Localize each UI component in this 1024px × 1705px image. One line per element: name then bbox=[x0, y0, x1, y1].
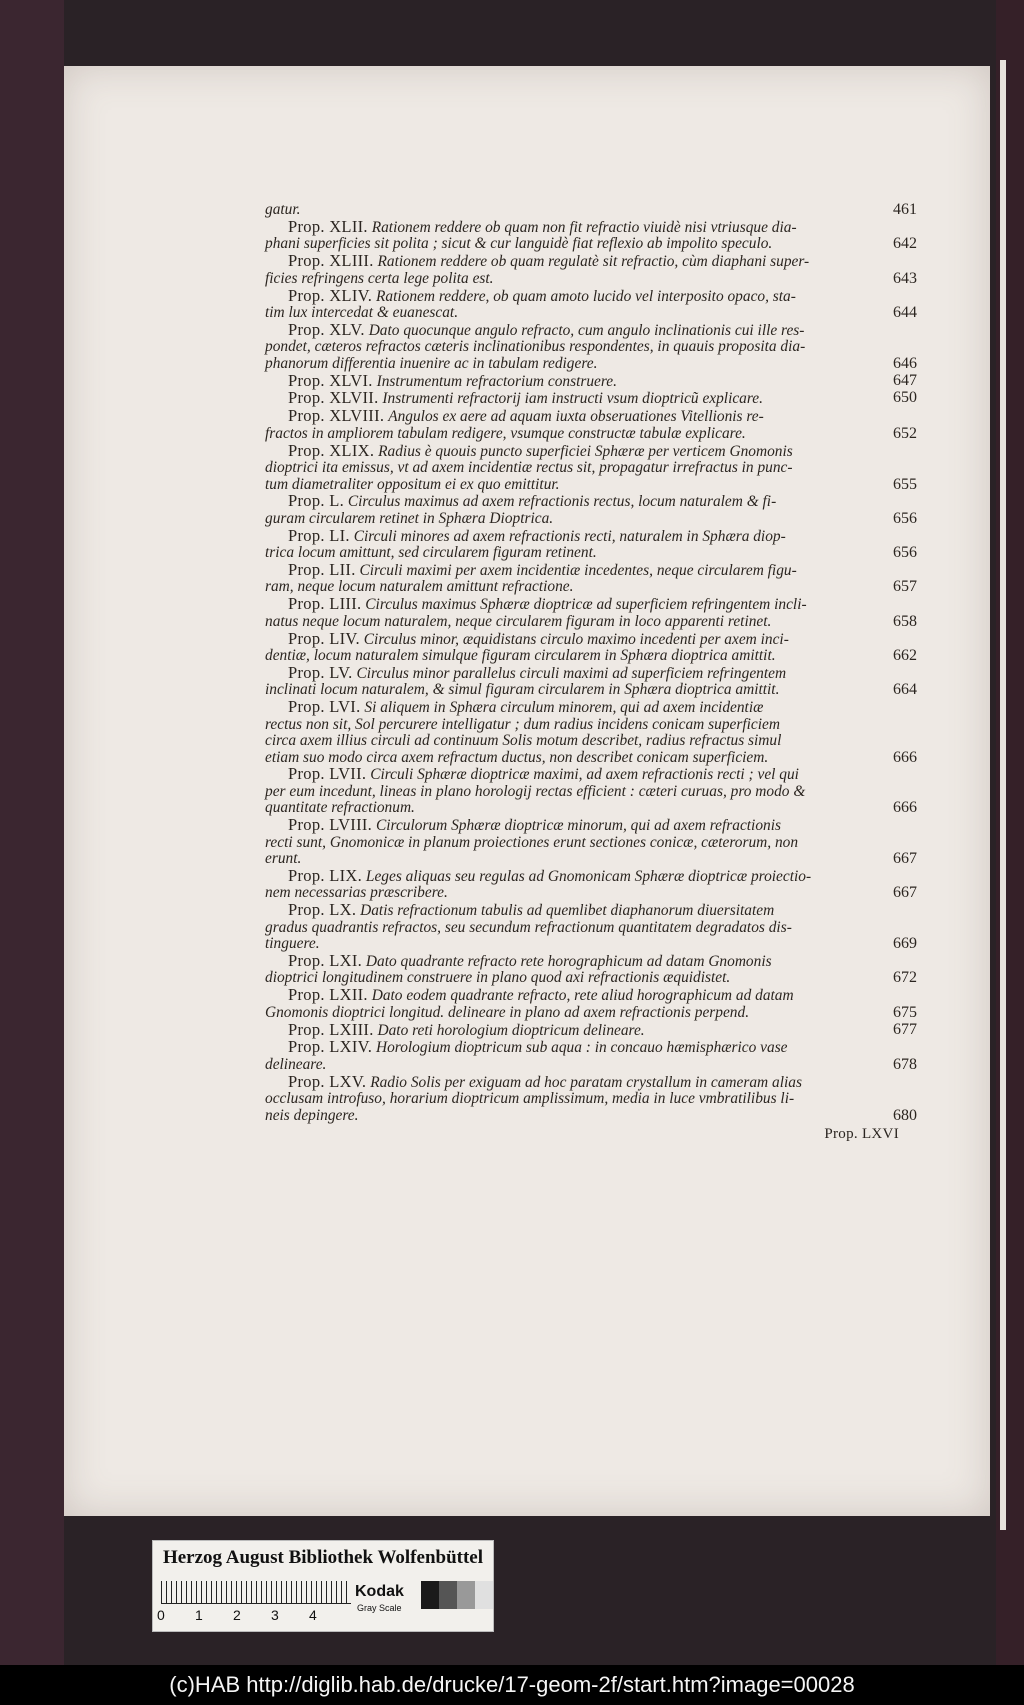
page-number: 650 bbox=[893, 389, 917, 407]
copyright-footer: (c)HAB http://diglib.hab.de/drucke/17-geom-2f/start.htm?image=00028 bbox=[0, 1665, 1024, 1705]
proposition-text: Si aliquem in Sphæra circulum minorem, qui ad axem incidentiæ bbox=[364, 699, 764, 717]
library-name: Herzog August Bibliothek Wolfenbüttel bbox=[162, 1547, 484, 1568]
ruler-number: 2 bbox=[233, 1607, 241, 1623]
toc-entry bbox=[265, 1019, 917, 1039]
entry-line bbox=[265, 920, 917, 936]
entry-first-line bbox=[265, 1071, 917, 1091]
entry-line bbox=[265, 511, 917, 527]
proposition-text: ficies refringens certa lege polita est. bbox=[265, 269, 494, 287]
proposition-label: Prop. XLVII. bbox=[288, 388, 379, 408]
entry-first-line bbox=[265, 408, 917, 425]
toc-entry bbox=[265, 319, 917, 372]
entry-first-line bbox=[265, 253, 917, 270]
next-page-edge bbox=[1000, 60, 1006, 1530]
proposition-text: dioptrici longitudinem construere in plano quod axi refractionis æquidistet. bbox=[265, 969, 731, 987]
entry-first-line bbox=[265, 562, 917, 579]
toc-entry bbox=[265, 628, 917, 665]
proposition-label: Prop. LIII. bbox=[288, 594, 362, 614]
entry-line bbox=[265, 460, 917, 476]
toc-entry bbox=[265, 216, 917, 253]
proposition-text: Dato quadrante refracto rete horographicum ad datam Gnomonis bbox=[365, 952, 772, 970]
ruler-number: 1 bbox=[195, 1607, 203, 1623]
toc-entry bbox=[265, 766, 917, 816]
toc-entry bbox=[265, 390, 917, 407]
entry-line bbox=[265, 733, 917, 749]
proposition-text: ram, neque locum naturalem amittunt refractione. bbox=[265, 578, 574, 596]
page-number: 672 bbox=[893, 969, 917, 987]
page-number: 655 bbox=[893, 475, 917, 493]
proposition-text: Instrumenti refractorij iam instructi vsum dioptricũ explicare. bbox=[382, 390, 763, 408]
entry-first-line bbox=[265, 1019, 917, 1039]
page-number: 642 bbox=[893, 235, 917, 253]
proposition-text: tum diametraliter oppositum ei ex quo emittitur. bbox=[265, 475, 560, 493]
toc-entry bbox=[265, 285, 917, 322]
table-of-contents bbox=[265, 202, 917, 1142]
entry-line bbox=[265, 545, 917, 561]
entry-line bbox=[265, 851, 917, 867]
proposition-label: Prop. XLVIII. bbox=[288, 406, 385, 426]
toc-entry bbox=[265, 1071, 917, 1124]
proposition-text: neis depingere. bbox=[265, 1106, 359, 1124]
proposition-text: Dato reti horologium dioptricum delineare. bbox=[377, 1021, 645, 1039]
entry-first-line bbox=[265, 1039, 917, 1056]
entry-first-line bbox=[265, 216, 917, 236]
page-number: 678 bbox=[893, 1055, 917, 1073]
entry-first-line bbox=[265, 865, 917, 885]
entry-first-line bbox=[265, 390, 917, 407]
proposition-text: quantitate refractionum. bbox=[265, 799, 415, 817]
entry-first-line bbox=[265, 766, 917, 783]
proposition-text: pondet, cæteros refractos cæteris inclinationibus respondentes, in quauis proposita dia- bbox=[265, 338, 806, 356]
proposition-label: Prop. LXV. bbox=[288, 1071, 367, 1091]
proposition-label: Prop. LXI. bbox=[288, 950, 363, 970]
entry-first-line bbox=[265, 285, 917, 305]
proposition-text: Circuli Sphæræ dioptricæ maximi, ad axem refractionis recti ; vel qui bbox=[370, 766, 799, 784]
proposition-text: etiam suo modo circa axem refractum ductus, non describet conicam superficiem. bbox=[265, 748, 769, 766]
proposition-text: Circulus minor parallelus circuli maximi ad superficiem refringentem bbox=[356, 664, 787, 682]
proposition-text: inclinati locum naturalem, & simul figuram circularem in Sphæra dioptrica amittit. bbox=[265, 681, 780, 699]
entry-line bbox=[265, 614, 917, 630]
proposition-label: Prop. L. bbox=[288, 491, 345, 511]
proposition-label: Prop. LXIV. bbox=[288, 1037, 373, 1057]
proposition-list bbox=[265, 216, 917, 1124]
entry-first-line bbox=[265, 525, 917, 545]
proposition-text: Circulus minor, æquidistans circulo maximo incedenti per axem inci- bbox=[363, 630, 789, 648]
proposition-text: phanorum differentia inuenire ac in tabulam redigere. bbox=[265, 354, 598, 372]
continued-text: gatur. bbox=[265, 201, 301, 218]
proposition-label: Prop. XLIX. bbox=[288, 440, 375, 460]
proposition-text: Circulus maximus ad axem refractionis rectus, locum naturalem & fi- bbox=[347, 493, 777, 511]
proposition-label: Prop. LXII. bbox=[288, 985, 368, 1005]
entry-line bbox=[265, 1091, 917, 1107]
page-number: 669 bbox=[893, 934, 917, 952]
gray-swatch bbox=[439, 1581, 457, 1609]
page-number: 461 bbox=[893, 201, 917, 218]
page-number: 644 bbox=[893, 303, 917, 321]
proposition-text: Dato eodem quadrante refracto, rete aliud horographicum ad datam bbox=[371, 987, 794, 1005]
gray-scale-label: Gray Scale bbox=[357, 1603, 402, 1613]
proposition-text: delineare. bbox=[265, 1055, 327, 1073]
entry-first-line bbox=[265, 628, 917, 648]
proposition-label: Prop. LII. bbox=[288, 560, 356, 580]
proposition-label: Prop. LXIII. bbox=[288, 1019, 374, 1039]
entry-line bbox=[265, 579, 917, 595]
proposition-label: Prop. LIX. bbox=[288, 865, 363, 885]
proposition-text: tinguere. bbox=[265, 934, 320, 952]
toc-entry bbox=[265, 987, 917, 1021]
page-number: 646 bbox=[893, 354, 917, 372]
proposition-text: Radius è quouis puncto superficiei Sphæræ per verticem Gnomonis bbox=[378, 442, 793, 460]
proposition-label: Prop. LV. bbox=[288, 662, 353, 682]
toc-entry bbox=[265, 596, 917, 630]
toc-entry bbox=[265, 525, 917, 562]
page-number: 675 bbox=[893, 1003, 917, 1021]
proposition-text: tim lux intercedat & euanescat. bbox=[265, 303, 459, 321]
proposition-label: Prop. LVII. bbox=[288, 764, 367, 784]
page-number: 667 bbox=[893, 849, 917, 867]
gray-swatch bbox=[421, 1581, 439, 1609]
proposition-text: Dato quocunque angulo refracto, cum angulo inclinationis cui ille res- bbox=[368, 321, 805, 339]
page-number: 647 bbox=[893, 371, 917, 389]
proposition-text: Circulus maximus Sphæræ dioptricæ ad superficiem refringentem incli- bbox=[365, 596, 807, 614]
proposition-text: Radio Solis per exiguam ad hoc paratam crystallum in cameram alias bbox=[370, 1073, 802, 1091]
toc-entry bbox=[265, 493, 917, 527]
toc-entry bbox=[265, 562, 917, 596]
ruler-number: 0 bbox=[157, 1607, 165, 1623]
page-number: 643 bbox=[893, 269, 917, 287]
toc-entry bbox=[265, 408, 917, 442]
page-number: 667 bbox=[893, 884, 917, 902]
library-color-card bbox=[152, 1540, 494, 1632]
proposition-label: Prop. XLII. bbox=[288, 216, 368, 236]
toc-entry bbox=[265, 902, 917, 952]
proposition-label: Prop. LI. bbox=[288, 525, 350, 545]
proposition-text: Circuli maximi per axem incidentiæ incedentes, neque circularem figu- bbox=[359, 562, 797, 580]
proposition-label: Prop. LVIII. bbox=[288, 815, 373, 835]
ruler-numbers bbox=[157, 1607, 357, 1623]
entry-first-line bbox=[265, 596, 917, 613]
page-number: 656 bbox=[893, 544, 917, 562]
proposition-text: Circuli minores ad axem refractionis recti, naturalem in Sphæra diop- bbox=[353, 527, 786, 545]
proposition-text: Leges aliquas seu regulas ad Gnomonicam Sphæræ dioptricæ proiectio- bbox=[365, 867, 812, 885]
page-number: 666 bbox=[893, 799, 917, 817]
toc-entry bbox=[265, 865, 917, 902]
ruler-scale bbox=[161, 1581, 351, 1604]
proposition-text: fractos in ampliorem tabulam redigere, vsumque constructæ tabulæ explicare. bbox=[265, 424, 746, 442]
proposition-text: rectus non sit, Sol percurere intelligatur ; dum radius incidens conicam superficiem bbox=[265, 715, 780, 733]
toc-entry bbox=[265, 817, 917, 867]
entry-first-line bbox=[265, 370, 917, 390]
page-number: 664 bbox=[893, 681, 917, 699]
scanner-background-left bbox=[0, 0, 64, 1665]
proposition-label: Prop. XLVI. bbox=[288, 370, 373, 390]
entry-line bbox=[265, 784, 917, 800]
proposition-text: dentiæ, locum naturalem simulque figuram circularem in Sphæra dioptrica amittit. bbox=[265, 647, 776, 665]
page-number: 658 bbox=[893, 612, 917, 630]
proposition-label: Prop. LVI. bbox=[288, 697, 361, 717]
entry-line bbox=[265, 717, 917, 733]
entry-first-line bbox=[265, 319, 917, 339]
proposition-text: phani superficies sit polita ; sicut & cur languidè fiat reflexio ab impolito speculo. bbox=[265, 235, 773, 253]
toc-entry bbox=[265, 253, 917, 287]
page-number: 680 bbox=[893, 1106, 917, 1124]
proposition-text: nem necessarias præscribere. bbox=[265, 884, 448, 902]
toc-entry bbox=[265, 662, 917, 699]
proposition-text: per eum incedunt, lineas in plano horologij rectas efficient : cæteri curuas, pro modo & bbox=[265, 782, 806, 800]
toc-entry bbox=[265, 370, 917, 390]
entry-line bbox=[265, 648, 917, 664]
proposition-text: guram circularem retinet in Sphæra Dioptrica. bbox=[265, 509, 554, 527]
proposition-text: circa axem illius circuli ad continuum Solis motum describet, radius refractus simul bbox=[265, 732, 782, 750]
toc-entry bbox=[265, 1039, 917, 1073]
entry-first-line bbox=[265, 902, 917, 919]
gray-swatch bbox=[475, 1581, 493, 1609]
proposition-text: natus neque locum naturalem, neque circularem figuram in loco apparenti retinet. bbox=[265, 612, 772, 630]
ruler-number: 3 bbox=[271, 1607, 279, 1623]
entry-first-line bbox=[265, 493, 917, 510]
gray-swatch bbox=[457, 1581, 475, 1609]
toc-entry bbox=[265, 950, 917, 987]
proposition-text: Circulorum Sphæræ dioptricæ minorum, qui ad axem refractionis bbox=[375, 817, 781, 835]
proposition-text: Rationem reddere, ob quam amoto lucido vel interposito opaco, sta- bbox=[375, 287, 796, 305]
entry-first-line bbox=[265, 817, 917, 834]
proposition-label: Prop. XLV. bbox=[288, 319, 365, 339]
proposition-text: gradus quadrantis refractos, seu secundum refractionum quantitatem degradatos dis- bbox=[265, 918, 792, 936]
entry-line bbox=[265, 936, 917, 952]
entry-first-line bbox=[265, 662, 917, 682]
proposition-text: Angulos ex aere ad aquam iuxta obseruationes Vitellionis re- bbox=[388, 408, 764, 426]
entry-line bbox=[265, 339, 917, 355]
ruler-number: 4 bbox=[309, 1607, 317, 1623]
proposition-text: Instrumentum refractorium construere. bbox=[376, 372, 617, 390]
entry-line bbox=[265, 885, 917, 901]
entry-line bbox=[265, 477, 917, 493]
proposition-text: Gnomonis dioptrici longitud. delineare in plano ad axem refractionis perpend. bbox=[265, 1003, 750, 1021]
proposition-text: recti sunt, Gnomonicæ in planum proiectiones erunt sectiones conicæ, cæterorum, non bbox=[265, 833, 799, 851]
page-number: 652 bbox=[893, 424, 917, 442]
entry-first-line bbox=[265, 699, 917, 716]
proposition-label: Prop. XLIV. bbox=[288, 285, 373, 305]
page-number: 677 bbox=[893, 1020, 917, 1038]
page-number: 656 bbox=[893, 509, 917, 527]
proposition-label: Prop. LIV. bbox=[288, 628, 360, 648]
entry-first-line bbox=[265, 950, 917, 970]
entry-first-line bbox=[265, 987, 917, 1004]
toc-entry bbox=[265, 699, 917, 766]
entry-line bbox=[265, 835, 917, 851]
proposition-text: Horologium dioptricum sub aqua : in concauo hæmisphærico vase bbox=[375, 1039, 788, 1057]
page-number: 657 bbox=[893, 578, 917, 596]
page-number: 662 bbox=[893, 647, 917, 665]
kodak-logo: Kodak bbox=[355, 1583, 404, 1600]
proposition-text: erunt. bbox=[265, 849, 302, 867]
proposition-text: Datis refractionum tabulis ad quemlibet diaphanorum diuersitatem bbox=[360, 902, 775, 920]
entry-line bbox=[265, 1108, 917, 1124]
entry-line bbox=[265, 682, 917, 698]
catchword: Prop. LXVI bbox=[824, 1125, 899, 1142]
proposition-text: trica locum amittunt, sed circularem figuram retinent. bbox=[265, 544, 597, 562]
proposition-text: occlusam introfuso, horarium dioptricum amplissimum, media in luce vmbratilibus li- bbox=[265, 1090, 795, 1108]
proposition-text: Rationem reddere ob quam regulatè sit refractio, cùm diaphani super- bbox=[377, 253, 810, 271]
proposition-text: dioptrici ita emissus, vt ad axem incidentiæ rectus sit, propagatur irrefractus in punc- bbox=[265, 459, 793, 477]
toc-entry bbox=[265, 440, 917, 493]
entry-first-line bbox=[265, 440, 917, 460]
proposition-label: Prop. XLIII. bbox=[288, 251, 374, 271]
page-number: 666 bbox=[893, 748, 917, 766]
proposition-text: Rationem reddere ob quam non fit refractio viuidè nisi vtriusque dia- bbox=[371, 218, 797, 236]
proposition-label: Prop. LX. bbox=[288, 900, 357, 920]
